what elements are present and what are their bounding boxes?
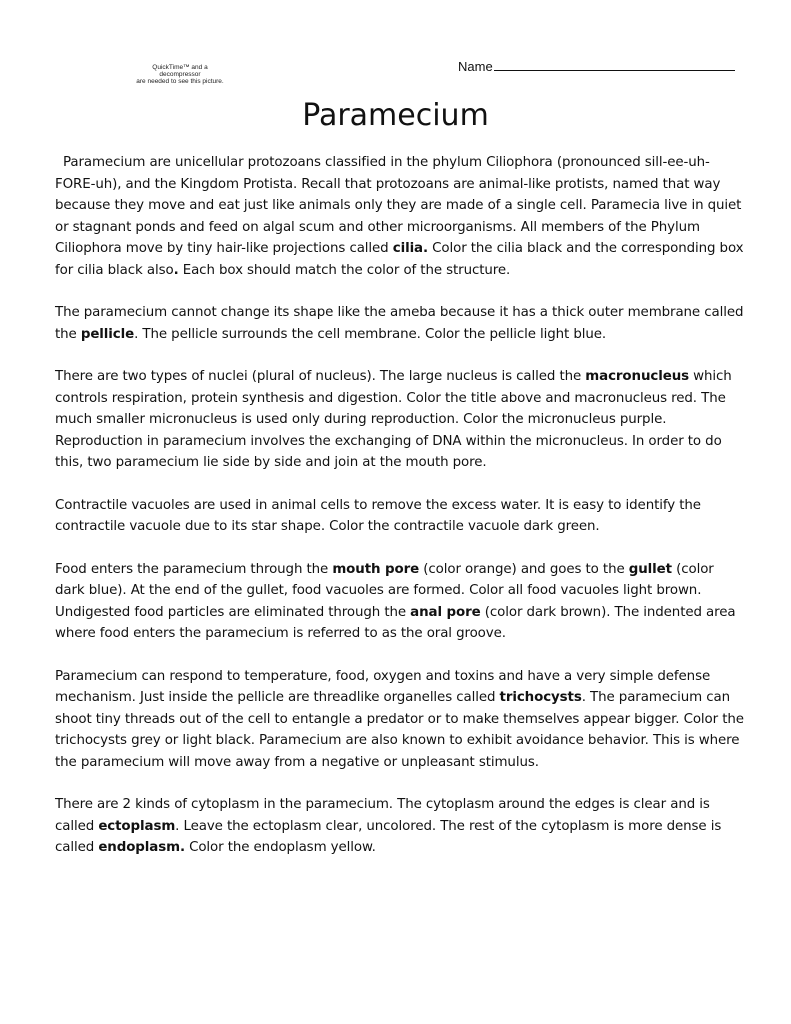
- term-pellicle: pellicle: [80, 326, 135, 342]
- text-run: (color orange) and goes to the: [419, 561, 629, 577]
- text-run: . The paramecium can shoot tiny threads out of the cell to entangle a predator or to make themselves appear bigger. Color the trichocysts grey or light black. Paramecium are also known to exhibit avoidance behavior. This is where the paramecium will move away from a negative or unpleasant stimulus.: [55, 690, 744, 770]
- text-run: Paramecium are unicellular protozoans classified in the phylum Ciliophora (pronounced sill-ee-uh-FORE-uh), and the Kingdom Protista. Recall that protozoans are animal-like protists, named that way because they move and eat just like animals only they are made of a single cell. Paramecia live in quiet or stagnant ponds and feed on algal scum and other microorganisms. All members of the Phylum Ciliophora move by tiny hair-like projections called: [55, 155, 742, 256]
- text-run: Color the endoplasm yellow.: [184, 840, 376, 855]
- paragraph-nuclei: [55, 366, 745, 474]
- name-blank-line[interactable]: [494, 57, 735, 71]
- term-ectoplasm: ectoplasm: [98, 818, 176, 834]
- placeholder-line-1: QuickTime™ and a: [152, 64, 208, 71]
- name-field: [458, 57, 735, 74]
- missing-image-placeholder: [128, 64, 232, 85]
- paragraph-feeding: [55, 559, 745, 645]
- placeholder-line-2: decompressor: [159, 71, 201, 78]
- text-run: Color the cilia black and the corresponding box for cilia black also: [55, 241, 744, 278]
- text-run: There are 2 kinds of cytoplasm in the paramecium. The cytoplasm around the edges is clear and is called: [55, 797, 710, 834]
- term-cilia: cilia.: [392, 241, 428, 256]
- paragraph-contractile-vacuole: [55, 495, 745, 538]
- term-trichocysts: trichocysts: [499, 690, 582, 705]
- term-gullet: gullet: [628, 561, 672, 577]
- text-run: There are two types of nuclei (plural of nucleus). The large nucleus is called the: [55, 369, 586, 384]
- text-run: . The pellicle surrounds the cell membrane. Color the pellicle light blue.: [134, 326, 607, 342]
- term-mouth-pore: mouth pore: [332, 561, 420, 577]
- term-anal-pore: anal pore: [410, 604, 481, 620]
- text-run: The paramecium cannot change its shape like the ameba because it has a thick outer membrane called the: [55, 305, 744, 342]
- text-run: which controls respiration, protein synthesis and digestion. Color the title above and macronucleus red. The much smaller micronucleus is used only during reproduction. Color the micronucleus purple. Reproduction in paramecium involves the exchanging of DNA within the micronucleus. In order to do this, two paramecium lie side by side and join at the mouth pore.: [55, 369, 732, 470]
- text-run: . Leave the ectoplasm clear, uncolored. The rest of the cytoplasm is more dense is called: [55, 818, 722, 855]
- text-run: Each box should match the color of the structure.: [178, 262, 511, 278]
- paragraph-pellicle: [55, 302, 745, 345]
- worksheet-body: [55, 152, 745, 880]
- text-run: (color dark brown). The indented area where food enters the paramecium is referred to as the oral groove.: [55, 604, 736, 641]
- text-run: (color dark blue). At the end of the gullet, food vacuoles are formed. Color all food vacuoles light brown. Undigested food particles are eliminated through the: [55, 561, 714, 620]
- text-run: Food enters the paramecium through the: [55, 561, 333, 577]
- name-label: Name: [458, 59, 493, 74]
- page-title: Paramecium: [302, 98, 489, 133]
- term-endoplasm: endoplasm.: [98, 840, 185, 855]
- paragraph-cytoplasm: [55, 794, 745, 859]
- term-macronucleus: macronucleus: [585, 369, 690, 384]
- paragraph-intro: [55, 152, 745, 281]
- text-run: Paramecium can respond to temperature, food, oxygen and toxins and have a very simple defense mechanism. Just inside the pellicle are threadlike organelles called: [55, 668, 711, 705]
- placeholder-line-3: are needed to see this picture.: [136, 78, 224, 85]
- bold-period: .: [173, 262, 179, 278]
- paragraph-trichocysts: [55, 666, 745, 774]
- text-run: Contractile vacuoles are used in animal cells to remove the excess water. It is easy to identify the contractile vacuole due to its star shape. Color the contractile vacuole dark green.: [55, 497, 701, 534]
